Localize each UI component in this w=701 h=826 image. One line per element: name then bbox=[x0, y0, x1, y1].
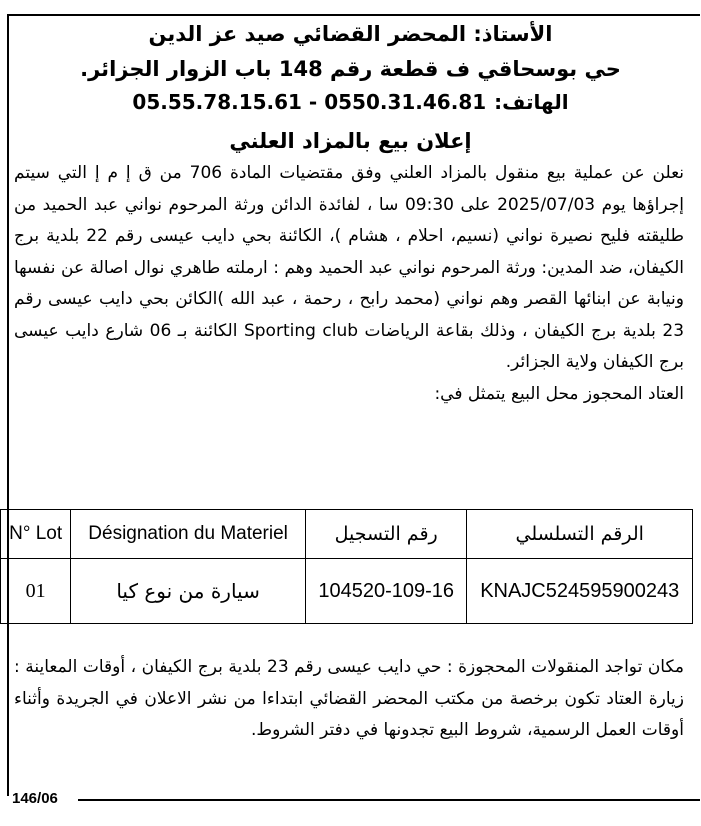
table-header-row bbox=[1, 510, 693, 559]
cell-serial: KNAJC524595900243 bbox=[467, 559, 693, 624]
bailiff-address: حي بوسحاقي ف قطعة رقم 148 باب الزوار الجزائر. bbox=[80, 57, 621, 81]
cell-registration: 104520-109-16 bbox=[305, 559, 466, 624]
seized-items-table bbox=[0, 509, 693, 624]
cell-lot: 01 bbox=[1, 559, 71, 624]
announcement-title: إعلان بيع بالمزاد العلني bbox=[229, 129, 472, 153]
items-intro: العتاد المحجوز محل البيع يتمثل في: bbox=[434, 383, 684, 404]
reference-number: 146/06 bbox=[12, 790, 62, 807]
sale-paragraph: نعلن عن عملية بيع منقول بالمزاد العلني وفق مقتضيات المادة 706 من ق إ م إ التي سيتم إجراؤها يوم 2025/07/03 على 09:30 سا ، لفائدة الدائن ورثة المرحوم نواني عبد الحميد من طليقته فليح نصيرة نواني (نسيم، احلام ، هشام )، الكائنة بحي دايب عيسى رقم 22 بلدية برج الكيفان، ضد المدين: ورثة المرحوم نواني عبد الحميد وهم : ارملته طاهري نوال اصالة عن نفسها ونيابة عن ابنائها القصر وهم نواني (محمد رابح ، رحمة ، عبد الله )الكائن بحي دايب عيسى رقم 23 بلدية برج الكيفان ، وذلك بقاعة الرياضات Sporting club الكائنة بـ 06 شارع دايب عيسى برج الكيفان ولاية الجزائر. bbox=[14, 163, 685, 372]
table-row bbox=[1, 559, 693, 624]
header-lot: N° Lot bbox=[1, 510, 71, 559]
header-registration: رقم التسجيل bbox=[305, 510, 466, 559]
header-designation: Désignation du Materiel bbox=[71, 510, 306, 559]
bottom-rule bbox=[78, 799, 700, 801]
phone-numbers: 05.55.78.15.61 - 0550.31.46.81 bbox=[132, 90, 487, 114]
cell-designation: سيارة من نوع كيا bbox=[71, 559, 306, 624]
announcement-body bbox=[14, 158, 684, 410]
phone-line bbox=[0, 88, 701, 116]
phone-label: الهاتف: bbox=[494, 90, 569, 114]
header-serial: الرقم التسلسلي bbox=[467, 510, 693, 559]
viewing-info: مكان تواجد المنقولات المحجوزة : حي دايب عيسى رقم 23 بلدية برج الكيفان ، أوقات المعاينة : زيارة العتاد تكون برخصة من مكتب المحضر القضائي ابتداءا من نشر الاعلان في الجريدة وأثناء أوقات العمل الرسمية، شروط البيع تجدونها في دفتر الشروط. bbox=[14, 657, 684, 740]
bailiff-name: الأستاذ: المحضر القضائي صيد عز الدين bbox=[148, 22, 553, 46]
